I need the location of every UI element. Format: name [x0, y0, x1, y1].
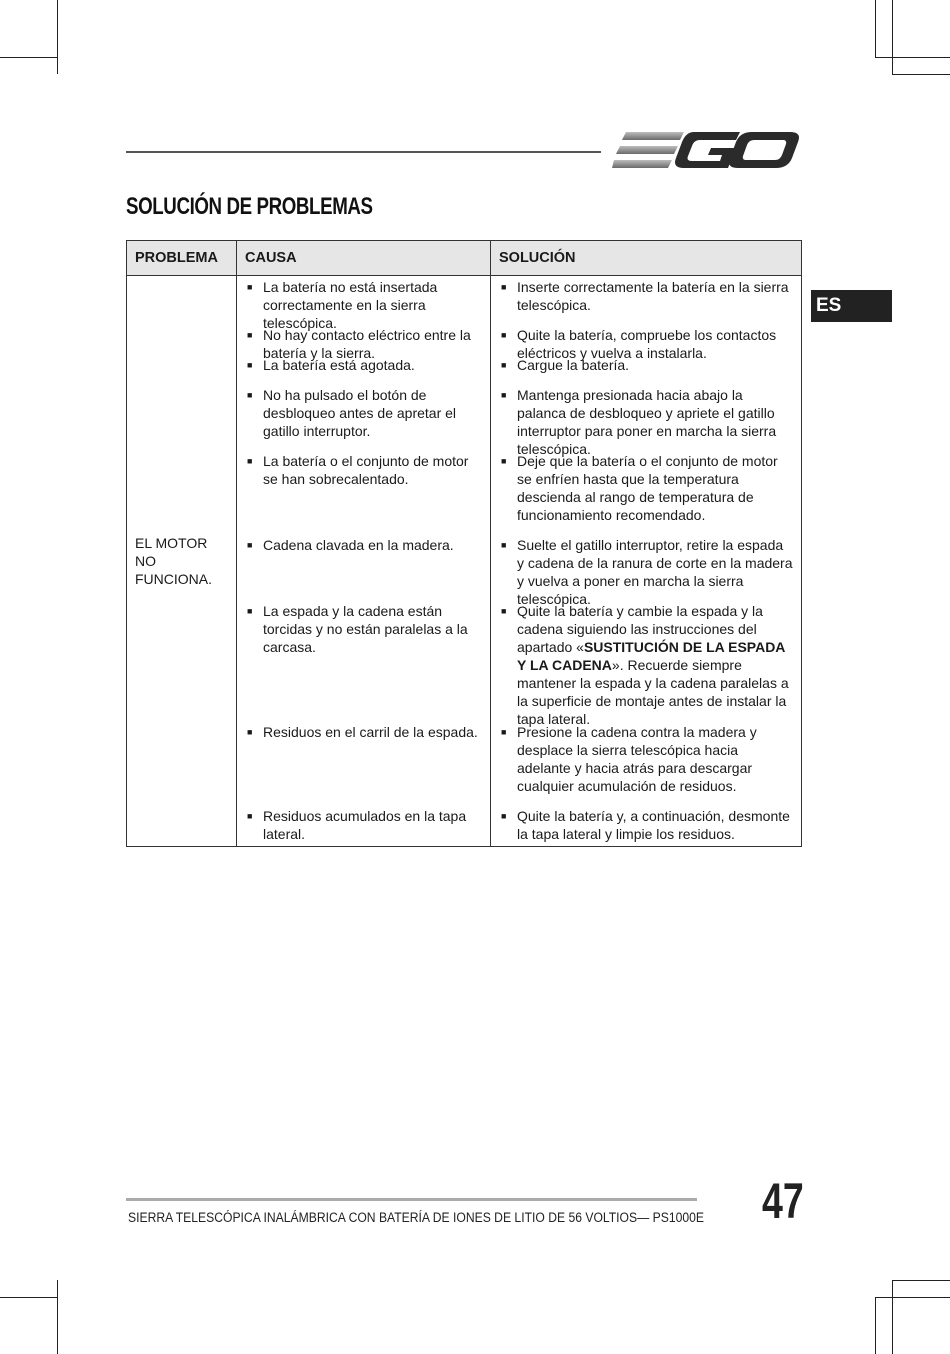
cause-item — [237, 386, 490, 452]
crop-mark — [892, 1280, 893, 1354]
crop-mark — [892, 1280, 950, 1281]
solution-item — [491, 356, 801, 386]
ego-logo — [612, 126, 802, 174]
solution-text: Inserte correctamente la batería en la sierra telescópica. — [517, 279, 789, 313]
solution-item — [491, 452, 801, 536]
cause-text: No hay contacto eléctrico entre la batería y la sierra. — [263, 327, 471, 361]
bullet-icon: ■ — [501, 456, 507, 466]
cause-text: Residuos acumulados en la tapa lateral. — [263, 808, 467, 842]
solution-text: Deje que la batería o el conjunto de motor se enfríen hasta que la temperatura descienda al rango de temperatura de funcionamiento recomendado. — [517, 453, 778, 523]
cause-item — [237, 452, 490, 536]
problem-cell: EL MOTOR NO FUNCIONA. — [127, 276, 237, 847]
solution-text: Cargue la batería. — [517, 357, 630, 373]
footer-text: SIERRA TELESCÓPICA INALÁMBRICA CON BATERÍA DE IONES DE LITIO DE 56 VOLTIOS— PS1000E — [128, 1210, 704, 1225]
cause-text: La batería está agotada. — [263, 357, 415, 373]
solution-text: Mantenga presionada hacia abajo la palanca de desbloqueo y apriete el gatillo interruptor para poner en marcha la sierra telescópica. — [517, 387, 777, 457]
bullet-icon: ■ — [501, 540, 507, 550]
cause-item — [237, 602, 490, 723]
cause-text: La batería o el conjunto de motor se han sobrecalentado. — [263, 453, 469, 487]
troubleshooting-table — [126, 240, 802, 847]
solution-item — [491, 278, 801, 326]
crop-mark — [0, 1297, 58, 1298]
cause-text: Residuos en el carril de la espada. — [263, 724, 478, 740]
bullet-icon: ■ — [247, 540, 253, 550]
footer-rule — [126, 1198, 697, 1201]
bullet-icon: ■ — [501, 606, 507, 616]
bullet-icon: ■ — [501, 727, 507, 737]
solution-text — [517, 602, 793, 727]
crop-mark — [892, 74, 950, 75]
bullet-icon: ■ — [247, 390, 253, 400]
solution-item — [491, 326, 801, 361]
table-header-row — [127, 241, 802, 276]
language-tab: ES — [811, 290, 892, 322]
bullet-icon: ■ — [501, 811, 507, 821]
crop-mark — [875, 1297, 876, 1354]
cause-text: La batería no está insertada correctamente en la sierra telescópica. — [263, 279, 438, 331]
solution-text: Suelte el gatillo interruptor, retire la espada y cadena de la ranura de corte en la madera y vuelva a poner en marcha la sierra telescópica. — [517, 537, 793, 607]
bullet-icon: ■ — [247, 811, 253, 821]
crop-mark — [875, 0, 876, 58]
cause-item — [237, 536, 490, 602]
column-header-solution: SOLUCIÓN — [491, 241, 802, 276]
solution-text-part: ». Recuerde siempre mantener la espada y la cadena paralelas a la superficie de montaje antes de instalar la tapa lateral. — [517, 657, 789, 727]
cause-item — [237, 807, 490, 843]
bullet-icon: ■ — [247, 727, 253, 737]
bullet-icon: ■ — [247, 606, 253, 616]
table-row — [127, 276, 802, 847]
section-title: SOLUCIÓN DE PROBLEMAS — [126, 193, 373, 220]
column-header-cause: CAUSA — [237, 241, 491, 276]
crop-mark — [875, 57, 950, 58]
cause-item — [237, 356, 490, 386]
cause-item — [237, 278, 490, 331]
column-header-problem: PROBLEMA — [127, 241, 237, 276]
solution-item — [491, 723, 801, 807]
bullet-icon: ■ — [501, 390, 507, 400]
page-number: 47 — [762, 1173, 804, 1229]
bullet-icon: ■ — [501, 360, 507, 370]
section-reference: SUSTITUCIÓN DE LA ESPADA Y LA CADENA — [517, 639, 785, 673]
bullet-icon: ■ — [501, 330, 507, 340]
solution-text-part: Quite la batería y cambie la espada y la cadena siguiendo las instrucciones del apartado « — [517, 603, 763, 655]
bullet-icon: ■ — [501, 282, 507, 292]
bullet-icon: ■ — [247, 282, 253, 292]
crop-mark — [57, 0, 58, 74]
solution-cell — [491, 276, 802, 847]
header-rule — [126, 151, 601, 153]
crop-mark — [0, 57, 58, 58]
crop-mark — [875, 1297, 950, 1298]
solution-item — [491, 386, 801, 457]
cause-text: La espada y la cadena están torcidas y no están paralelas a la carcasa. — [263, 603, 468, 655]
cause-item — [237, 723, 490, 807]
bullet-icon: ■ — [247, 330, 253, 340]
cause-cell — [237, 276, 491, 847]
crop-mark — [892, 0, 893, 74]
solution-item — [491, 602, 801, 727]
solution-text: Presione la cadena contra la madera y desplace la sierra telescópica hacia adelante y hacia atrás para descargar cualquier acumulación de residuos. — [517, 724, 757, 794]
cause-text: No ha pulsado el botón de desbloqueo antes de apretar el gatillo interruptor. — [263, 387, 457, 439]
cause-text: Cadena clavada en la madera. — [263, 537, 454, 553]
solution-text: Quite la batería y, a continuación, desmonte la tapa lateral y limpie los residuos. — [517, 808, 790, 842]
bullet-icon: ■ — [247, 360, 253, 370]
solution-text: Quite la batería, compruebe los contactos eléctricos y vuelva a instalarla. — [517, 327, 777, 361]
cause-item — [237, 326, 490, 361]
bullet-icon: ■ — [247, 456, 253, 466]
solution-item — [491, 807, 801, 843]
crop-mark — [57, 1280, 58, 1354]
solution-item — [491, 536, 801, 607]
